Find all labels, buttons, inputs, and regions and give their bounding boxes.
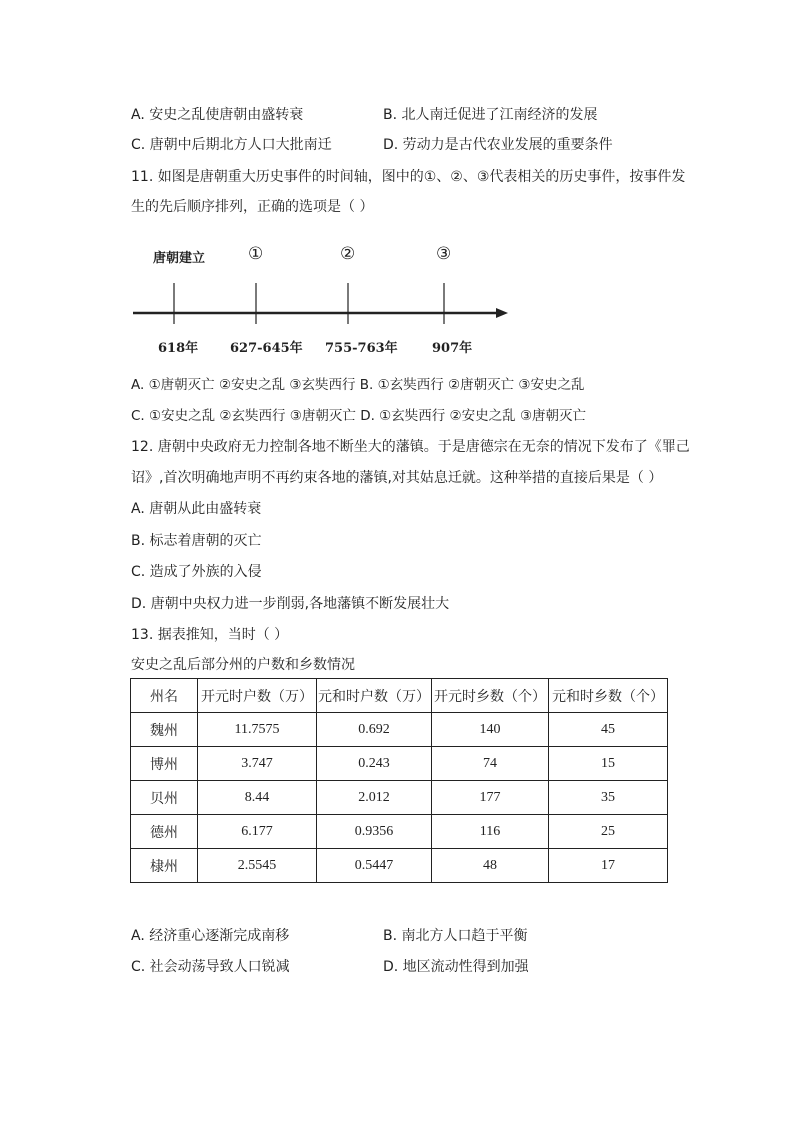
timeline-arrow-icon <box>496 308 508 318</box>
table-row <box>131 713 668 747</box>
table-header: 元和时户数（万） <box>317 679 432 713</box>
timeline-year-label: 907年 <box>432 341 473 356</box>
table-cell: 45 <box>549 713 668 747</box>
q13-option-d: D. 地区流动性得到加强 <box>383 959 529 975</box>
table-cell: 魏州 <box>131 713 198 747</box>
table-cell: 德州 <box>131 815 198 849</box>
table-cell: 0.243 <box>317 747 432 781</box>
q11-stem-line1: 11. 如图是唐朝重大历史事件的时间轴，图中的①、②、③代表相关的历史事件，按事件发 <box>131 169 686 185</box>
q12-stem-line1: 12. 唐朝中央政府无力控制各地不断坐大的藩镇。于是唐德宗在无奈的情况下发布了《罪己 <box>131 439 690 455</box>
q12-option-c: C. 造成了外族的入侵 <box>131 564 262 580</box>
table-row <box>131 747 668 781</box>
table-cell: 3.747 <box>198 747 317 781</box>
prev-option-d: D. 劳动力是古代农业发展的重要条件 <box>383 137 613 153</box>
timeline-year-label: 618年 <box>158 341 199 356</box>
table-cell: 48 <box>432 849 549 883</box>
q13-table-title: 安史之乱后部分州的户数和乡数情况 <box>131 657 355 673</box>
table-cell: 35 <box>549 781 668 815</box>
table-cell: 0.692 <box>317 713 432 747</box>
q11-options-ab: A. ①唐朝灭亡 ②安史之乱 ③玄奘西行 B. ①玄奘西行 ②唐朝灭亡 ③安史之乱 <box>131 377 585 393</box>
table-cell: 0.9356 <box>317 815 432 849</box>
timeline-top-label: ② <box>340 244 356 264</box>
table-row <box>131 781 668 815</box>
table-cell: 25 <box>549 815 668 849</box>
table-cell: 74 <box>432 747 549 781</box>
timeline-year-label: 755-763年 <box>325 341 398 356</box>
table-header: 州名 <box>131 679 198 713</box>
q12-stem-line2: 诏》,首次明确地声明不再约束各地的藩镇,对其姑息迁就。这种举措的直接后果是（ ） <box>131 470 663 486</box>
q12-option-d: D. 唐朝中央权力进一步削弱,各地藩镇不断发展壮大 <box>131 596 450 612</box>
q13-option-b: B. 南北方人口趋于平衡 <box>383 928 528 944</box>
q12-option-b: B. 标志着唐朝的灭亡 <box>131 533 262 549</box>
population-table <box>130 678 668 883</box>
table-cell: 6.177 <box>198 815 317 849</box>
q13-option-a: A. 经济重心逐渐完成南移 <box>131 928 290 944</box>
table-cell: 140 <box>432 713 549 747</box>
table-cell: 177 <box>432 781 549 815</box>
table-header: 开元时户数（万） <box>198 679 317 713</box>
prev-option-c: C. 唐朝中后期北方人口大批南迁 <box>131 137 332 153</box>
table-cell: 棣州 <box>131 849 198 883</box>
prev-option-b: B. 北人南迁促进了江南经济的发展 <box>383 107 598 123</box>
table-cell: 15 <box>549 747 668 781</box>
timeline-year-label: 627-645年 <box>230 341 303 356</box>
table-header: 开元时乡数（个） <box>432 679 549 713</box>
timeline-top-label: 唐朝建立 <box>153 251 206 266</box>
q13-option-c: C. 社会动荡导致人口锐减 <box>131 959 290 975</box>
timeline-top-label: ① <box>248 244 264 264</box>
table-cell: 2.012 <box>317 781 432 815</box>
table-header-row <box>131 679 668 713</box>
q11-stem-line2: 生的先后顺序排列，正确的选项是（ ） <box>131 199 374 215</box>
table-cell: 0.5447 <box>317 849 432 883</box>
prev-option-a: A. 安史之乱使唐朝由盛转衰 <box>131 107 304 123</box>
table-cell: 博州 <box>131 747 198 781</box>
table-cell: 11.7575 <box>198 713 317 747</box>
table-cell: 8.44 <box>198 781 317 815</box>
table-row <box>131 815 668 849</box>
table-cell: 116 <box>432 815 549 849</box>
table-row <box>131 849 668 883</box>
table-cell: 17 <box>549 849 668 883</box>
table-cell: 2.5545 <box>198 849 317 883</box>
q13-stem: 13. 据表推知，当时（ ） <box>131 627 289 643</box>
table-header: 元和时乡数（个） <box>549 679 668 713</box>
table-cell: 贝州 <box>131 781 198 815</box>
q11-options-cd: C. ①安史之乱 ②玄奘西行 ③唐朝灭亡 D. ①玄奘西行 ②安史之乱 ③唐朝灭亡 <box>131 408 587 424</box>
timeline-top-label: ③ <box>436 244 452 264</box>
q12-option-a: A. 唐朝从此由盛转衰 <box>131 501 262 517</box>
